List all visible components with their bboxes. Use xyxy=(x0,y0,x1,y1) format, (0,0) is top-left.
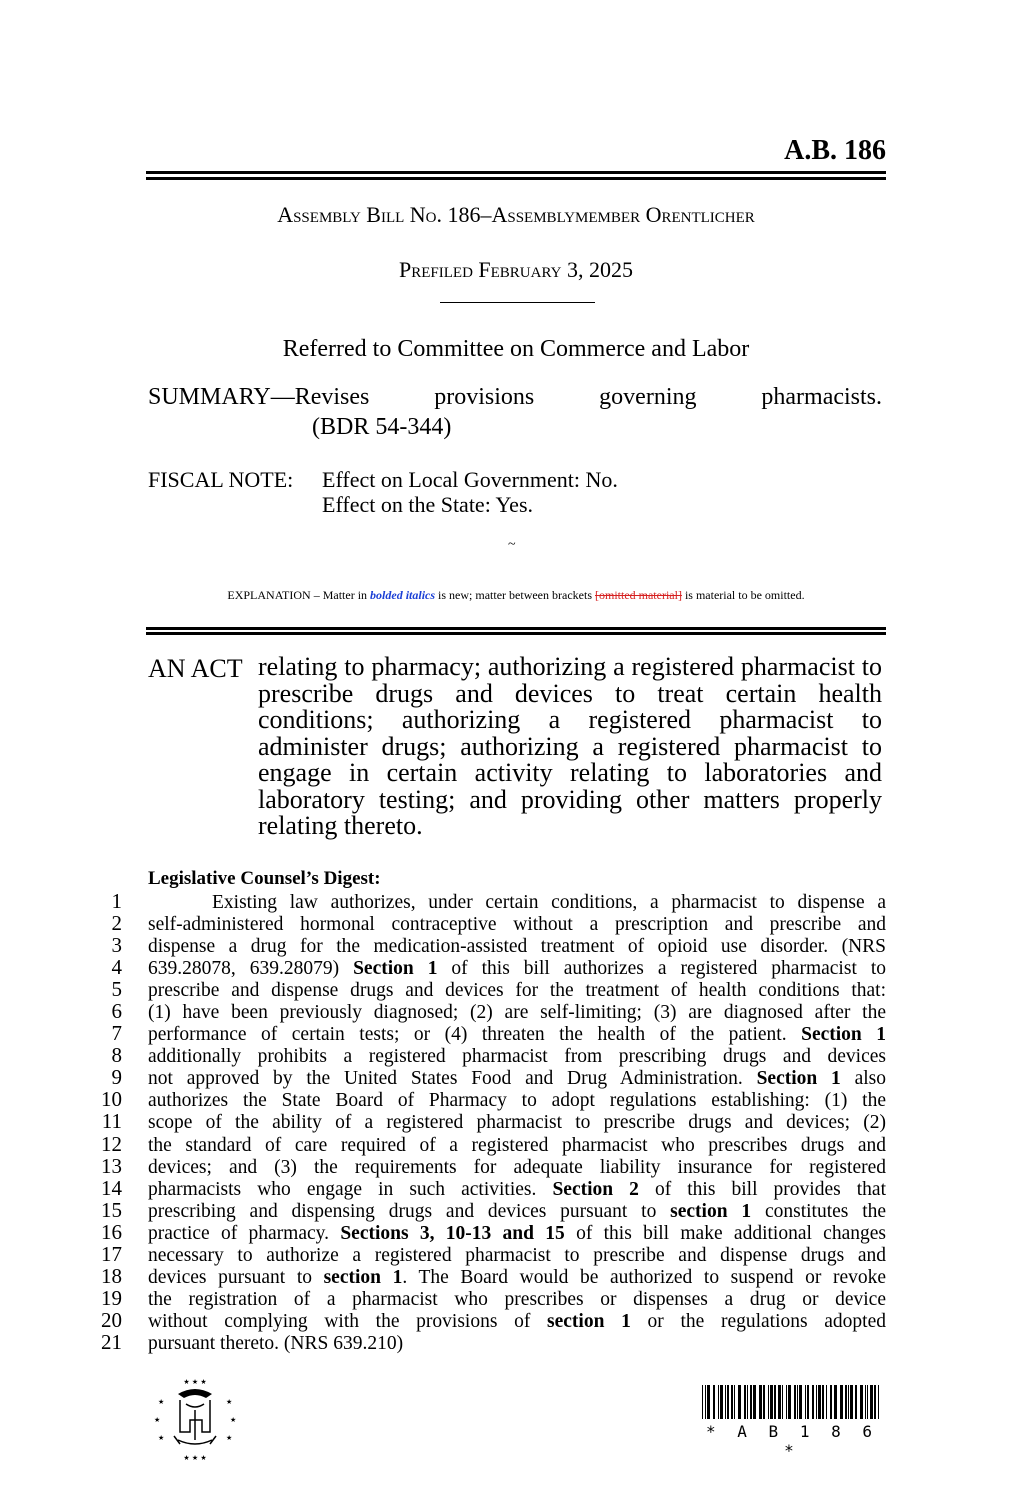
barcode-bar xyxy=(860,1385,863,1419)
summary-word: provisions xyxy=(434,384,535,410)
barcode-bar xyxy=(713,1385,715,1419)
digest-line-text: dispense a drug for the medication-assisted treatment of opioid use disorder. (NRS xyxy=(148,936,886,958)
digest-line-text: devices pursuant to section 1. The Board would be authorized to suspend or revoke xyxy=(148,1266,886,1288)
act-title-text: relating to pharmacy; authorizing a registered pharmacist to prescribe drugs and devices to treat certain health conditions; authorizing a registered pharmacist to administer drugs; authorizing a registered pharmacist to engage in certain activity relating to laboratories and laboratory testing; and providing other matters properly relating thereto. xyxy=(258,652,882,840)
svg-text:★: ★ xyxy=(154,1416,161,1424)
barcode-bar xyxy=(874,1385,876,1419)
fiscal-note-label: FISCAL NOTE: xyxy=(148,467,294,492)
barcode-bar xyxy=(848,1385,849,1419)
fiscal-state-effect: Effect on the State: Yes. xyxy=(322,492,534,517)
digest-line xyxy=(96,1265,886,1287)
barcode-bar xyxy=(774,1385,776,1419)
svg-text:★ ★ ★: ★ ★ ★ xyxy=(183,1378,207,1386)
line-number: 6 xyxy=(111,999,122,1024)
barcode-bar xyxy=(797,1385,798,1419)
digest-line-text: Existing law authorizes, under certain conditions, a pharmacist to dispense a xyxy=(212,892,886,913)
explanation-prefix: EXPLANATION – Matter in xyxy=(227,588,371,602)
barcode-bar xyxy=(768,1385,769,1419)
digest-line xyxy=(96,1199,886,1221)
digest-line xyxy=(96,1088,886,1110)
line-number: 2 xyxy=(111,911,122,936)
digest-line xyxy=(96,978,886,1000)
header-double-rule xyxy=(146,171,886,180)
digest-line xyxy=(96,912,886,934)
digest-line xyxy=(96,1177,886,1199)
barcode-bar xyxy=(822,1385,824,1419)
line-number: 9 xyxy=(111,1065,122,1090)
svg-text:★: ★ xyxy=(230,1416,237,1424)
barcode-bar xyxy=(834,1385,837,1419)
barcode-bar xyxy=(705,1385,706,1419)
explanation-note xyxy=(146,588,886,603)
digest-line-text: additionally prohibits a registered pharmacist from prescribing drugs and devices xyxy=(148,1046,886,1068)
barcode-bar xyxy=(878,1385,879,1419)
digest-line-text: prescribe and dispense drugs and devices for the treatment of health conditions that: xyxy=(148,980,886,1002)
omitted-matter-sample: [omitted material] xyxy=(594,588,682,602)
digest-line-text: self-administered hormonal contraceptive without a prescription and prescribe and xyxy=(148,914,886,936)
barcode-image xyxy=(702,1385,882,1419)
digest-line-text: scope of the ability of a registered pharmacist to prescribe drugs and devices; (2) xyxy=(148,1112,886,1134)
section-reference: section 1 xyxy=(547,1310,631,1332)
barcode-bar xyxy=(734,1385,735,1419)
barcode-bar xyxy=(855,1385,857,1419)
digest-line xyxy=(96,1110,886,1132)
barcode-bar xyxy=(720,1385,723,1419)
title-short-rule xyxy=(440,302,595,303)
barcode-bar xyxy=(799,1385,802,1419)
svg-text:★: ★ xyxy=(226,1398,233,1406)
digest-line xyxy=(96,934,886,956)
digest-line xyxy=(96,1287,886,1309)
barcode-bar xyxy=(707,1385,710,1419)
digest-line-text: 639.28078, 639.28079) Section 1 of this bill authorizes a registered pharmacist to xyxy=(148,958,886,980)
digest-line-text: not approved by the United States Food and Drug Administration. Section 1 also xyxy=(148,1068,886,1090)
svg-text:★: ★ xyxy=(158,1434,165,1442)
barcode-text: * A B 1 8 6 * xyxy=(706,1422,878,1460)
fiscal-local-effect: Effect on Local Government: No. xyxy=(322,467,618,492)
new-matter-sample: bolded italics xyxy=(370,588,436,602)
digest-line-text: without complying with the provisions of section 1 or the regulations adopted xyxy=(148,1310,886,1332)
barcode-bar xyxy=(865,1385,866,1419)
barcode-bar xyxy=(744,1385,746,1419)
digest-line xyxy=(96,956,886,978)
digest-line-text: the standard of care required of a registered pharmacist who prescribes drugs and xyxy=(148,1134,886,1156)
barcode-bar xyxy=(845,1385,847,1419)
svg-text:★ ★ ★: ★ ★ ★ xyxy=(183,1454,207,1462)
digest-line-text: authorizes the State Board of Pharmacy to adopt regulations establishing: (1) the xyxy=(148,1090,886,1112)
bill-number: A.B. 186 xyxy=(784,135,886,166)
digest-line xyxy=(96,1243,886,1265)
separator-tilde: ~ xyxy=(508,537,516,552)
digest-line-text: pharmacists who engage in such activities. Section 2 of this bill provides that xyxy=(148,1178,886,1200)
line-number: 1 xyxy=(111,889,122,913)
line-number: 20 xyxy=(101,1307,122,1332)
referral-line: Referred to Committee on Commerce and Labor xyxy=(282,336,750,362)
barcode-bar xyxy=(750,1385,752,1419)
digest-line xyxy=(96,1309,886,1331)
digest-line-text: practice of pharmacy. Sections 3, 10-13 and 15 of this bill make additional changes xyxy=(148,1222,886,1244)
section-reference: section 1 xyxy=(670,1200,752,1222)
barcode-bar xyxy=(807,1385,809,1419)
digest-line-text: prescribing and dispensing drugs and devices pursuant to section 1 constitutes the xyxy=(148,1200,886,1222)
summary-word: pharmacists. xyxy=(761,384,883,410)
barcode-bar xyxy=(731,1385,733,1419)
line-number: 15 xyxy=(101,1197,122,1222)
section-reference: Section 1 xyxy=(801,1024,886,1046)
line-number: 18 xyxy=(101,1263,122,1288)
barcode-bar xyxy=(850,1385,853,1419)
bill-title-line: Assembly Bill No. 186–Assemblymember Orentlicher xyxy=(277,202,755,227)
explanation-middle: is new; matter between brackets xyxy=(435,588,595,602)
barcode-bar xyxy=(786,1385,787,1419)
svg-text:★: ★ xyxy=(158,1398,165,1406)
digest-line-text: necessary to authorize a registered pharmacist to prescribe and dispense drugs and xyxy=(148,1244,886,1266)
svg-text:★: ★ xyxy=(226,1434,233,1442)
line-number: 13 xyxy=(101,1153,122,1178)
barcode-bar xyxy=(830,1385,832,1419)
barcode-bar xyxy=(818,1385,821,1419)
digest-line xyxy=(96,1221,886,1243)
section-reference: section 1 xyxy=(323,1266,403,1288)
line-number: 10 xyxy=(101,1087,122,1112)
line-number: 14 xyxy=(101,1175,122,1200)
line-number: 4 xyxy=(111,955,122,980)
barcode-bar xyxy=(870,1385,873,1419)
explanation-suffix: is material to be omitted. xyxy=(681,588,805,602)
summary-bdr: (BDR 54-344) xyxy=(312,414,452,440)
line-number: 12 xyxy=(101,1131,122,1156)
barcode-bar xyxy=(805,1385,806,1419)
section-reference: Sections 3, 10-13 and 15 xyxy=(340,1222,565,1244)
digest-line-text: (1) have been previously diagnosed; (2) are self-limiting; (3) are diagnosed after the xyxy=(148,1002,886,1024)
barcode-bar xyxy=(867,1385,868,1419)
barcode-bar xyxy=(725,1385,726,1419)
line-number: 19 xyxy=(101,1285,122,1310)
barcode-bar xyxy=(778,1385,781,1419)
section-reference: Section 1 xyxy=(353,958,438,980)
digest-line xyxy=(96,1044,886,1066)
explanation-double-rule xyxy=(146,627,886,635)
line-number: 5 xyxy=(111,977,122,1002)
digest-line xyxy=(96,1066,886,1088)
section-reference: Section 2 xyxy=(552,1178,639,1200)
barcode-bar xyxy=(816,1385,817,1419)
digest-line-text: performance of certain tests; or (4) threaten the health of the patient. Section 1 xyxy=(148,1024,886,1046)
summary-word: governing xyxy=(599,384,697,410)
state-seal-icon xyxy=(150,1374,240,1464)
barcode-bar xyxy=(782,1385,783,1419)
line-number: 8 xyxy=(111,1043,122,1068)
act-label: AN ACT xyxy=(148,654,243,683)
barcode-bar xyxy=(763,1385,765,1419)
barcode-bar xyxy=(727,1385,729,1419)
barcode-bar xyxy=(770,1385,773,1419)
digest-line xyxy=(96,1155,886,1177)
barcode-bar xyxy=(794,1385,796,1419)
line-number: 21 xyxy=(101,1329,122,1354)
barcode-bar xyxy=(788,1385,791,1419)
digest-line xyxy=(96,1022,886,1044)
barcode-bar xyxy=(759,1385,762,1419)
barcode-bar xyxy=(702,1385,703,1419)
line-number: 17 xyxy=(101,1241,122,1266)
digest-body xyxy=(96,890,886,1353)
barcode-bar xyxy=(747,1385,748,1419)
prefiled-date: Prefiled February 3, 2025 xyxy=(399,257,633,282)
digest-line xyxy=(96,1133,886,1155)
summary-line xyxy=(148,384,882,411)
barcode-bar xyxy=(718,1385,719,1419)
barcode-bar xyxy=(840,1385,843,1419)
digest-line-text: devices; and (3) the requirements for adequate liability insurance for registered xyxy=(148,1156,886,1178)
digest-line-text: the registration of a pharmacist who prescribes or dispenses a drug or device xyxy=(148,1288,886,1310)
digest-line xyxy=(96,1000,886,1022)
section-reference: Section 1 xyxy=(756,1068,841,1090)
summary-word: SUMMARY—Revises xyxy=(148,384,370,410)
line-number: 3 xyxy=(111,933,122,958)
barcode-bar xyxy=(753,1385,756,1419)
barcode-bar xyxy=(812,1385,814,1419)
line-number: 7 xyxy=(111,1021,122,1046)
digest-heading: Legislative Counsel’s Digest: xyxy=(148,868,381,889)
barcode-bar xyxy=(738,1385,741,1419)
line-number: 16 xyxy=(101,1219,122,1244)
line-number: 11 xyxy=(101,1109,122,1134)
digest-line-text: pursuant thereto. (NRS 639.210) xyxy=(148,1332,404,1354)
digest-line xyxy=(96,1331,886,1353)
digest-line xyxy=(96,890,886,912)
barcode-bar xyxy=(826,1385,827,1419)
